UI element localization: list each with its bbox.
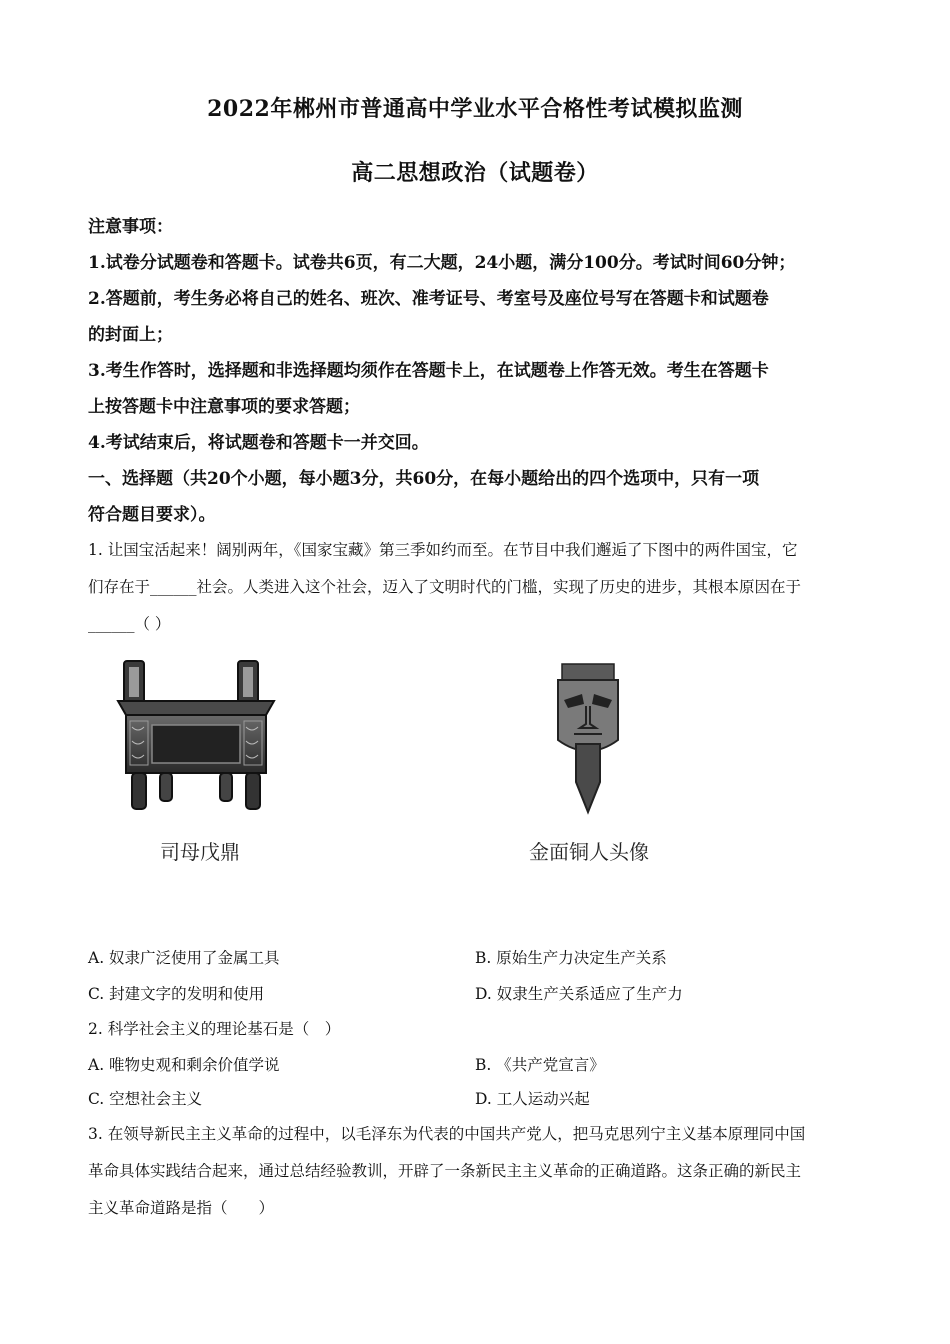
notice-item: 2.答题前，考生务必将自己的姓名、班次、准考证号、考室号及座位号写在答题卡和试题卷 <box>88 289 769 309</box>
exam-title: 2022年郴州市普通高中学业水平合格性考试模拟监测 <box>207 96 743 122</box>
notice-item: 的封面上； <box>88 325 173 345</box>
q1-option-b[interactable]: B. 原始生产力决定生产关系 <box>475 949 667 967</box>
ding-vessel-image <box>112 655 282 815</box>
q1-stem: 1. 让国宝活起来！阔别两年，《国家宝藏》第三季如约而至。在节目中我们邂逅了下图中的两件国宝，它 <box>88 541 798 559</box>
notice-heading: 注意事项： <box>88 217 173 237</box>
notice-item: 1.试卷分试题卷和答题卡。试卷共6页，有二大题，24小题，满分100分。考试时间60分钟； <box>88 253 796 273</box>
section-heading: 一、选择题（共20个小题，每小题3分，共60分，在每小题给出的四个选项中，只有一项 <box>88 469 760 489</box>
q3-stem: 革命具体实践结合起来，通过总结经验教训，开辟了一条新民主主义革命的正确道路。这条正确的新民主 <box>88 1162 802 1180</box>
q2-option-a[interactable]: A. 唯物史观和剩余价值学说 <box>88 1056 280 1074</box>
exam-subtitle: 高二思想政治（试题卷） <box>351 160 599 186</box>
q2-option-d[interactable]: D. 工人运动兴起 <box>475 1090 590 1108</box>
q3-stem: 主义革命道路是指（ ） <box>88 1199 275 1217</box>
q2-option-c[interactable]: C. 空想社会主义 <box>88 1090 203 1108</box>
q3-stem: 3. 在领导新民主主义革命的过程中，以毛泽东为代表的中国共产党人，把马克思列宁主义基本原理同中国 <box>88 1125 806 1143</box>
notice-item: 4.考试结束后，将试题卷和答题卡一并交回。 <box>88 433 429 453</box>
bronze-head-image <box>548 660 628 820</box>
q1-stem: ______（ ） <box>88 615 171 633</box>
q1-option-c[interactable]: C. 封建文字的发明和使用 <box>88 985 265 1003</box>
q1-option-d[interactable]: D. 奴隶生产关系适应了生产力 <box>475 985 683 1003</box>
q1-option-a[interactable]: A. 奴隶广泛使用了金属工具 <box>88 949 280 967</box>
notice-item: 3.考生作答时，选择题和非选择题均须作在答题卡上，在试题卷上作答无效。考生在答题卡 <box>88 361 769 381</box>
q1-stem: 们存在于______社会。人类进入这个社会，迈入了文明时代的门槛，实现了历史的进步，其根本原因在于 <box>88 578 802 596</box>
q2-stem: 2. 科学社会主义的理论基石是（ ） <box>88 1020 341 1038</box>
q2-option-b[interactable]: B. 《共产党宣言》 <box>475 1056 605 1074</box>
caption-ding: 司母戊鼎 <box>160 840 240 864</box>
notice-item: 上按答题卡中注意事项的要求答题； <box>88 397 360 417</box>
caption-bronze-head: 金面铜人头像 <box>529 840 649 864</box>
section-heading-cont: 符合题目要求）。 <box>88 505 216 525</box>
